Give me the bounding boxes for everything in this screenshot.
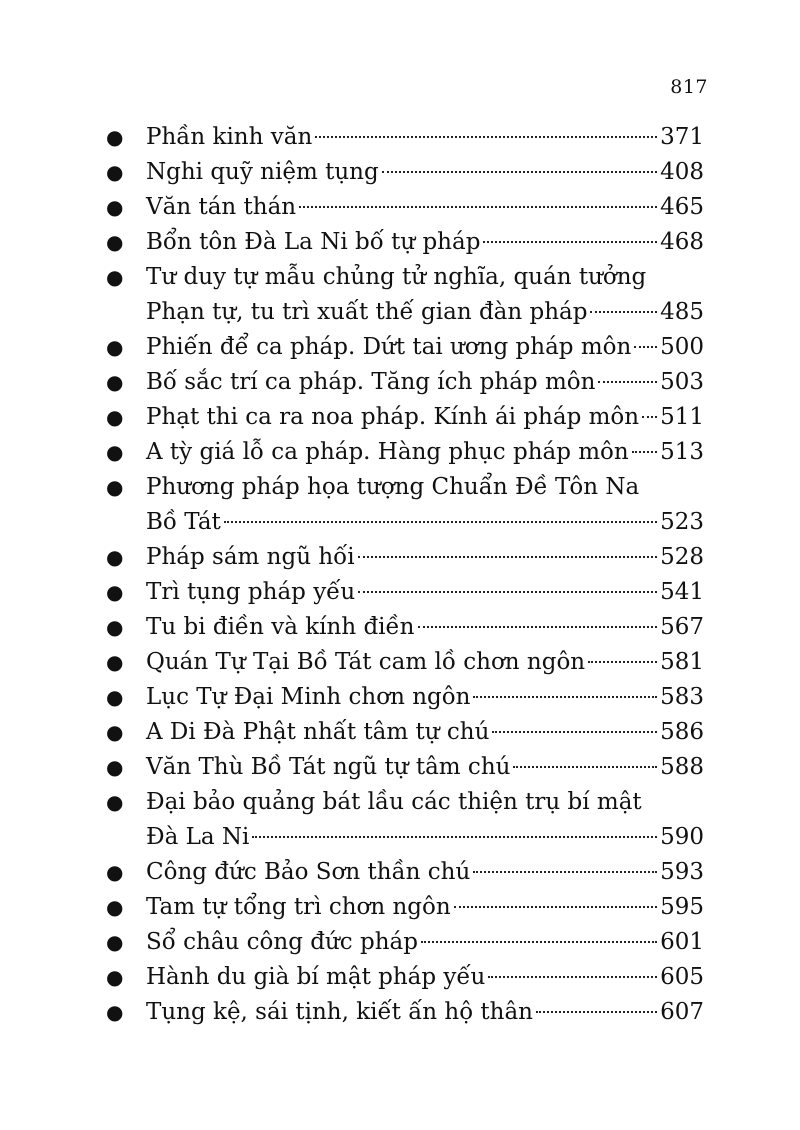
dot-leader (418, 626, 658, 628)
toc-entry (106, 540, 704, 575)
toc-entry (106, 785, 704, 855)
toc-entry-title: Văn Thù Bồ Tát ngũ tự tâm chú (146, 754, 511, 780)
toc-entry-line (146, 715, 704, 750)
toc-entry-page: 511 (660, 404, 704, 430)
toc-entry-line (146, 995, 704, 1030)
toc-entry-title: Phần kinh văn (146, 124, 313, 150)
dot-leader (598, 381, 657, 383)
toc-entry-title: Trì tụng pháp yếu (146, 579, 356, 605)
bullet-icon: ● (106, 265, 124, 289)
bullet-icon: ● (106, 790, 124, 814)
dot-leader (299, 206, 657, 208)
bullet-icon: ● (106, 440, 124, 464)
toc-entry-title: Bồ Tát (146, 509, 221, 535)
toc-entry-page: 593 (660, 859, 704, 885)
toc-entry-page: 528 (660, 544, 704, 570)
bullet-icon: ● (106, 405, 124, 429)
toc-entry (106, 855, 704, 890)
toc-entry-line (146, 295, 704, 330)
bullet-icon: ● (106, 755, 124, 779)
toc-entry-title: Bổn tôn Đà La Ni bố tự pháp (146, 229, 481, 255)
toc-entry-page: 503 (660, 369, 704, 395)
toc-entry-line (146, 435, 704, 470)
toc-entry (106, 680, 704, 715)
dot-leader (358, 591, 657, 593)
toc-entry-page: 500 (660, 334, 704, 360)
bullet-icon: ● (106, 1000, 124, 1024)
toc-entry-line (146, 680, 704, 715)
toc-entry-page: 601 (660, 929, 704, 955)
bullet-icon: ● (106, 160, 124, 184)
bullet-icon: ● (106, 860, 124, 884)
dot-leader (252, 836, 657, 838)
bullet-icon: ● (106, 720, 124, 744)
dot-leader (488, 976, 657, 978)
dot-leader (421, 941, 657, 943)
toc-entry-line (146, 400, 704, 435)
bullet-icon: ● (106, 475, 124, 499)
page-number: 817 (670, 76, 708, 98)
toc-entry (106, 715, 704, 750)
toc-entry-line (146, 190, 704, 225)
toc-entry-title: Văn tán thán (146, 194, 297, 220)
dot-leader (634, 346, 657, 348)
toc-entry-line (146, 540, 704, 575)
toc-entry-page: 523 (660, 509, 704, 535)
dot-leader (483, 241, 657, 243)
toc-entry (106, 155, 704, 190)
toc-entry-page: 513 (660, 439, 704, 465)
toc-entry-line (146, 610, 704, 645)
bullet-icon: ● (106, 125, 124, 149)
toc-entry-title: Tư duy tự mẫu chủng tử nghĩa, quán tưởng (146, 264, 647, 290)
toc-entry-title: Lục Tự Đại Minh chơn ngôn (146, 684, 471, 710)
toc-entry-line (146, 470, 704, 505)
toc-entry (106, 995, 704, 1030)
toc-entry-title: Hành du già bí mật pháp yếu (146, 964, 486, 990)
toc-entry (106, 750, 704, 785)
toc-entry-page: 605 (660, 964, 704, 990)
bullet-icon: ● (106, 965, 124, 989)
toc-entry-line (146, 365, 704, 400)
bullet-icon: ● (106, 895, 124, 919)
toc-entry (106, 330, 704, 365)
dot-leader (492, 731, 657, 733)
bullet-icon: ● (106, 685, 124, 709)
table-of-contents (106, 120, 704, 1030)
toc-entry (106, 960, 704, 995)
toc-entry-title: Phạt thi ca ra noa pháp. Kính ái pháp môn (146, 404, 640, 430)
dot-leader (536, 1011, 657, 1013)
toc-entry (106, 925, 704, 960)
toc-entry-title: Pháp sám ngũ hối (146, 544, 355, 570)
toc-entry-title: Quán Tự Tại Bồ Tát cam lồ chơn ngôn (146, 649, 586, 675)
toc-entry-page: 468 (660, 229, 704, 255)
toc-entry-line (146, 120, 704, 155)
bullet-icon: ● (106, 230, 124, 254)
toc-entry-page: 541 (660, 579, 704, 605)
toc-entry-title: Phương pháp họa tượng Chuẩn Đề Tôn Na (146, 474, 640, 500)
toc-entry-page: 595 (660, 894, 704, 920)
toc-entry-page: 581 (660, 649, 704, 675)
dot-leader (642, 416, 657, 418)
bullet-icon: ● (106, 580, 124, 604)
toc-entry-line (146, 750, 704, 785)
toc-entry-line (146, 260, 704, 295)
toc-entry-page: 583 (660, 684, 704, 710)
toc-entry-title: Phiến để ca pháp. Dứt tai ương pháp môn (146, 334, 632, 360)
toc-entry-line (146, 645, 704, 680)
toc-entry (106, 190, 704, 225)
toc-entry-line (146, 505, 704, 540)
toc-entry (106, 365, 704, 400)
toc-entry-page: 590 (660, 824, 704, 850)
toc-entry-page: 588 (660, 754, 704, 780)
dot-leader (224, 521, 657, 523)
toc-entry (106, 435, 704, 470)
toc-entry-title: Tụng kệ, sái tịnh, kiết ấn hộ thân (146, 999, 533, 1025)
bullet-icon: ● (106, 650, 124, 674)
toc-entry-line (146, 925, 704, 960)
toc-entry-page: 465 (660, 194, 704, 220)
toc-entry (106, 575, 704, 610)
dot-leader (513, 766, 657, 768)
toc-entry (106, 260, 704, 330)
toc-entry-title: Bố sắc trí ca pháp. Tăng ích pháp môn (146, 369, 596, 395)
toc-entry-title: A tỳ giá lỗ ca pháp. Hàng phục pháp môn (146, 439, 629, 465)
toc-entry (106, 645, 704, 680)
toc-entry-title: Tam tự tổng trì chơn ngôn (146, 894, 451, 920)
dot-leader (473, 696, 657, 698)
bullet-icon: ● (106, 545, 124, 569)
dot-leader (588, 661, 657, 663)
dot-leader (632, 451, 657, 453)
toc-entry-line (146, 225, 704, 260)
toc-entry (106, 120, 704, 155)
dot-leader (358, 556, 658, 558)
toc-entry-page: 567 (660, 614, 704, 640)
bullet-icon: ● (106, 195, 124, 219)
toc-entry-line (146, 155, 704, 190)
toc-entry-title: Công đức Bảo Sơn thần chú (146, 859, 471, 885)
toc-entry (106, 610, 704, 645)
toc-entry-page: 485 (660, 299, 704, 325)
toc-entry-title: Sổ châu công đức pháp (146, 929, 418, 955)
toc-entry-line (146, 820, 704, 855)
toc-entry-title: Đà La Ni (146, 824, 250, 850)
bullet-icon: ● (106, 615, 124, 639)
toc-entry-page: 586 (660, 719, 704, 745)
toc-entry (106, 225, 704, 260)
dot-leader (382, 171, 657, 173)
dot-leader (590, 311, 657, 313)
bullet-icon: ● (106, 930, 124, 954)
toc-entry-title: A Di Đà Phật nhất tâm tự chú (146, 719, 490, 745)
bullet-icon: ● (106, 335, 124, 359)
toc-entry-page: 607 (660, 999, 704, 1025)
toc-entry-line (146, 785, 704, 820)
toc-entry-line (146, 575, 704, 610)
toc-entry (106, 470, 704, 540)
toc-entry-title: Đại bảo quảng bát lầu các thiện trụ bí mật (146, 789, 642, 815)
toc-entry-title: Tu bi điền và kính điền (146, 614, 415, 640)
toc-entry-page: 408 (660, 159, 704, 185)
dot-leader (454, 906, 657, 908)
toc-entry-page: 371 (660, 124, 704, 150)
toc-entry-title: Nghi quỹ niệm tụng (146, 159, 379, 185)
toc-entry-line (146, 330, 704, 365)
toc-entry-line (146, 890, 704, 925)
dot-leader (315, 136, 657, 138)
toc-entry-line (146, 855, 704, 890)
toc-entry-line (146, 960, 704, 995)
bullet-icon: ● (106, 370, 124, 394)
toc-entry (106, 400, 704, 435)
toc-entry (106, 890, 704, 925)
toc-entry-title: Phạn tự, tu trì xuất thế gian đàn pháp (146, 299, 588, 325)
dot-leader (473, 871, 657, 873)
